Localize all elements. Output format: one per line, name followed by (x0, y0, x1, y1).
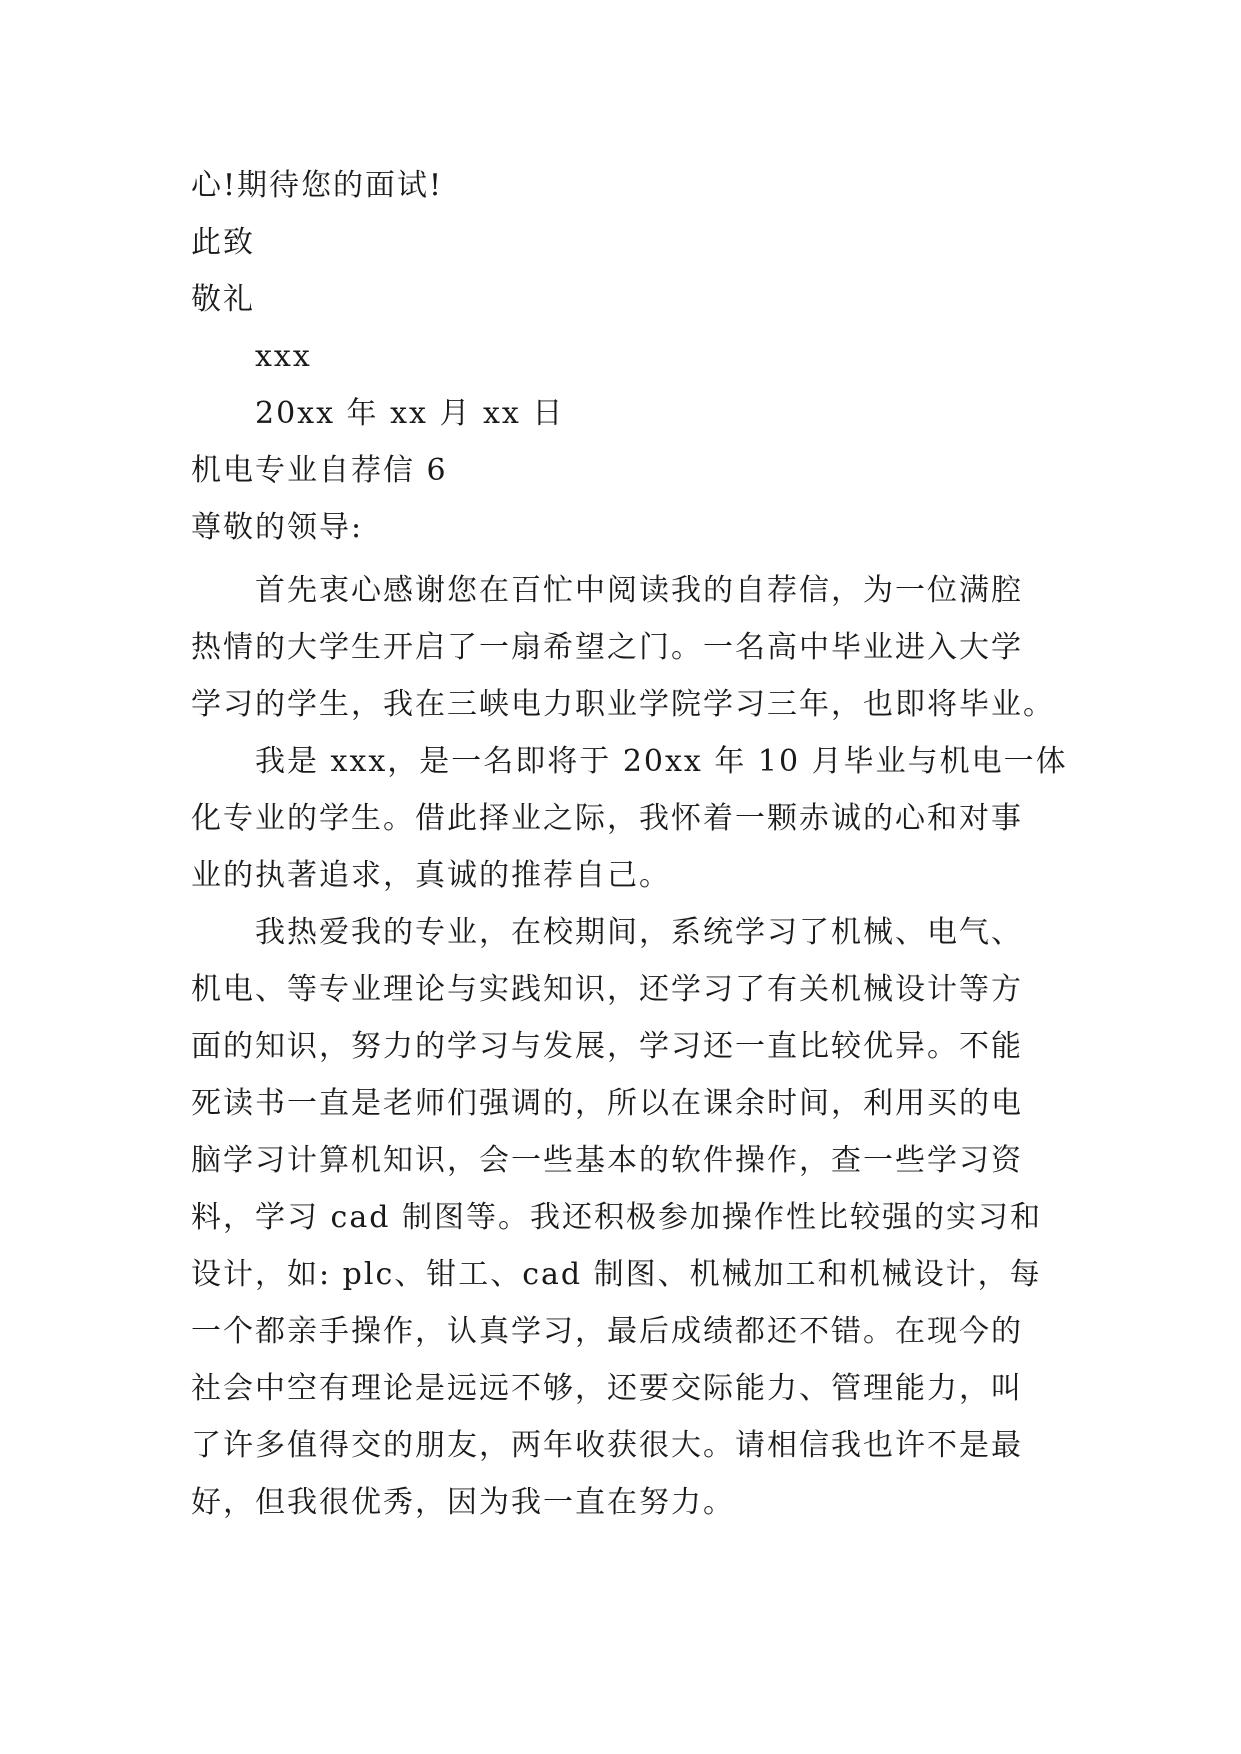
body-line: 机电、等专业理论与实践知识，还学习了有关机械设计等方 (191, 972, 1023, 1007)
letter-title: 机电专业自荐信 6 (191, 453, 448, 488)
body-line: 首先衷心感谢您在百忙中阅读我的自荐信，为一位满腔 (255, 573, 1023, 608)
closing-salute: 敬礼 (191, 282, 255, 317)
body-line: 一个都亲手操作，认真学习，最后成绩都还不错。在现今的 (191, 1314, 1023, 1349)
body-line: 料，学习 cad 制图等。我还积极参加操作性比较强的实习和 (191, 1200, 1042, 1235)
body-line: 设计，如: plc、钳工、cad 制图、机械加工和机械设计，每 (191, 1257, 1042, 1292)
signer-name: xxx (255, 339, 312, 374)
body-line: 死读书一直是老师们强调的，所以在课余时间，利用买的电 (191, 1086, 1023, 1121)
body-line: 业的执著追求，真诚的推荐自己。 (191, 858, 671, 893)
body-line: 我是 xxx，是一名即将于 20xx 年 10 月毕业与机电一体 (255, 744, 1068, 779)
body-line: 了许多值得交的朋友，两年收获很大。请相信我也许不是最 (191, 1428, 1023, 1463)
body-line: 热情的大学生开启了一扇希望之门。一名高中毕业进入大学 (191, 630, 1023, 665)
letter-salutation: 尊敬的领导: (191, 510, 364, 545)
closing-line: 心!期待您的面试! (191, 168, 444, 203)
body-line: 脑学习计算机知识，会一些基本的软件操作，查一些学习资 (191, 1143, 1023, 1178)
body-line: 化专业的学生。借此择业之际，我怀着一颗赤诚的心和对事 (191, 801, 1023, 836)
closing-phrase: 此致 (191, 225, 255, 260)
body-line: 我热爱我的专业，在校期间，系统学习了机械、电气、 (255, 915, 1023, 950)
letter-date: 20xx 年 xx 月 xx 日 (255, 396, 565, 431)
body-line: 面的知识，努力的学习与发展，学习还一直比较优异。不能 (191, 1029, 1023, 1064)
body-line: 学习的学生，我在三峡电力职业学院学习三年，也即将毕业。 (191, 687, 1055, 722)
body-line: 社会中空有理论是远远不够，还要交际能力、管理能力，叫 (191, 1371, 1023, 1406)
body-line: 好，但我很优秀，因为我一直在努力。 (191, 1485, 735, 1520)
